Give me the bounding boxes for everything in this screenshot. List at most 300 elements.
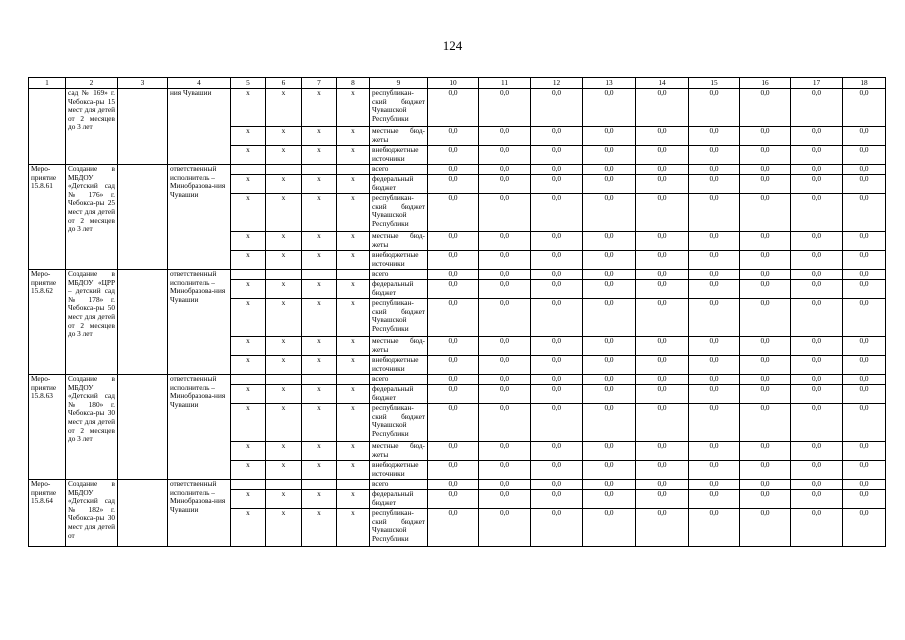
amount-cell: 0,0 bbox=[531, 404, 583, 442]
amount-cell: 0,0 bbox=[479, 356, 531, 375]
amount-cell: 0,0 bbox=[479, 270, 531, 280]
x-mark-cell: x bbox=[266, 509, 302, 547]
amount-cell: 0,0 bbox=[689, 509, 740, 547]
amount-cell: 0,0 bbox=[428, 509, 479, 547]
amount-cell: 0,0 bbox=[583, 375, 636, 385]
table-row bbox=[29, 165, 886, 175]
amount-cell: 0,0 bbox=[843, 490, 886, 509]
x-mark-cell: x bbox=[231, 146, 266, 165]
amount-cell: 0,0 bbox=[583, 299, 636, 337]
amount-cell: 0,0 bbox=[479, 509, 531, 547]
funding-source-cell: республикан-ский бюджет Чувашской Республики bbox=[370, 404, 428, 442]
amount-cell: 0,0 bbox=[479, 480, 531, 490]
header-cell: 17 bbox=[791, 78, 843, 89]
amount-cell: 0,0 bbox=[531, 442, 583, 461]
amount-cell: 0,0 bbox=[843, 232, 886, 251]
empty-cell bbox=[302, 375, 337, 385]
amount-cell: 0,0 bbox=[479, 461, 531, 480]
x-mark-cell: x bbox=[231, 404, 266, 442]
amount-cell: 0,0 bbox=[583, 490, 636, 509]
amount-cell: 0,0 bbox=[791, 270, 843, 280]
amount-cell: 0,0 bbox=[428, 404, 479, 442]
amount-cell: 0,0 bbox=[740, 165, 791, 175]
funding-source-cell: местные бюд-жеты bbox=[370, 337, 428, 356]
measure-code-cell: Меро-приятие 15.8.61 bbox=[29, 165, 66, 270]
amount-cell: 0,0 bbox=[791, 337, 843, 356]
amount-cell: 0,0 bbox=[531, 480, 583, 490]
header-cell: 11 bbox=[479, 78, 531, 89]
header-cell: 18 bbox=[843, 78, 886, 89]
measure-name-cell: Создание в МБДОУ «Детский сад № 180» г. Чебокса-ры 30 мест для детей от 2 месяцев до 3 лет bbox=[66, 375, 118, 480]
amount-cell: 0,0 bbox=[843, 509, 886, 547]
empty-cell bbox=[302, 270, 337, 280]
amount-cell: 0,0 bbox=[843, 280, 886, 299]
amount-cell: 0,0 bbox=[689, 232, 740, 251]
amount-cell: 0,0 bbox=[843, 356, 886, 375]
x-mark-cell: x bbox=[302, 175, 337, 194]
header-cell: 3 bbox=[118, 78, 168, 89]
amount-cell: 0,0 bbox=[428, 375, 479, 385]
x-mark-cell: x bbox=[231, 175, 266, 194]
funding-source-cell: внебюджетные источники bbox=[370, 251, 428, 270]
amount-cell: 0,0 bbox=[531, 89, 583, 127]
amount-cell: 0,0 bbox=[740, 251, 791, 270]
x-mark-cell: x bbox=[266, 232, 302, 251]
amount-cell: 0,0 bbox=[583, 404, 636, 442]
amount-cell: 0,0 bbox=[843, 337, 886, 356]
funding-source-cell: местные бюд-жеты bbox=[370, 442, 428, 461]
x-mark-cell: x bbox=[266, 337, 302, 356]
x-mark-cell: x bbox=[231, 299, 266, 337]
amount-cell: 0,0 bbox=[531, 337, 583, 356]
amount-cell: 0,0 bbox=[531, 461, 583, 480]
header-cell: 6 bbox=[266, 78, 302, 89]
amount-cell: 0,0 bbox=[689, 404, 740, 442]
amount-cell: 0,0 bbox=[583, 356, 636, 375]
amount-cell: 0,0 bbox=[636, 490, 689, 509]
amount-cell: 0,0 bbox=[583, 509, 636, 547]
amount-cell: 0,0 bbox=[583, 442, 636, 461]
header-cell: 2 bbox=[66, 78, 118, 89]
x-mark-cell: x bbox=[266, 385, 302, 404]
x-mark-cell: x bbox=[231, 385, 266, 404]
amount-cell: 0,0 bbox=[583, 337, 636, 356]
amount-cell: 0,0 bbox=[740, 337, 791, 356]
x-mark-cell: x bbox=[266, 490, 302, 509]
amount-cell: 0,0 bbox=[636, 251, 689, 270]
header-cell: 4 bbox=[168, 78, 231, 89]
amount-cell: 0,0 bbox=[740, 280, 791, 299]
amount-cell: 0,0 bbox=[740, 375, 791, 385]
funding-source-cell: всего bbox=[370, 480, 428, 490]
header-row bbox=[29, 78, 886, 89]
amount-cell: 0,0 bbox=[689, 270, 740, 280]
funding-source-cell: республикан-ский бюджет Чувашской Республики bbox=[370, 194, 428, 232]
amount-cell: 0,0 bbox=[636, 509, 689, 547]
x-mark-cell: x bbox=[266, 89, 302, 127]
measure-name-cell: Создание в МБДОУ «Детский сад № 182» г. Чебокса-ры 30 мест для детей от bbox=[66, 480, 118, 547]
amount-cell: 0,0 bbox=[636, 165, 689, 175]
amount-cell: 0,0 bbox=[791, 356, 843, 375]
x-mark-cell: x bbox=[231, 251, 266, 270]
amount-cell: 0,0 bbox=[636, 146, 689, 165]
amount-cell: 0,0 bbox=[689, 375, 740, 385]
x-mark-cell: x bbox=[337, 356, 370, 375]
header-cell: 5 bbox=[231, 78, 266, 89]
empty-cell bbox=[118, 480, 168, 547]
funding-source-cell: федеральный бюджет bbox=[370, 175, 428, 194]
amount-cell: 0,0 bbox=[740, 194, 791, 232]
amount-cell: 0,0 bbox=[531, 232, 583, 251]
header-cell: 8 bbox=[337, 78, 370, 89]
amount-cell: 0,0 bbox=[740, 490, 791, 509]
amount-cell: 0,0 bbox=[583, 127, 636, 146]
x-mark-cell: x bbox=[302, 356, 337, 375]
empty-cell bbox=[231, 375, 266, 385]
amount-cell: 0,0 bbox=[791, 280, 843, 299]
amount-cell: 0,0 bbox=[531, 356, 583, 375]
amount-cell: 0,0 bbox=[428, 127, 479, 146]
amount-cell: 0,0 bbox=[689, 356, 740, 375]
amount-cell: 0,0 bbox=[428, 251, 479, 270]
x-mark-cell: x bbox=[337, 461, 370, 480]
amount-cell: 0,0 bbox=[843, 385, 886, 404]
header-cell: 7 bbox=[302, 78, 337, 89]
amount-cell: 0,0 bbox=[636, 194, 689, 232]
x-mark-cell: x bbox=[231, 461, 266, 480]
amount-cell: 0,0 bbox=[479, 251, 531, 270]
amount-cell: 0,0 bbox=[479, 337, 531, 356]
x-mark-cell: x bbox=[337, 337, 370, 356]
amount-cell: 0,0 bbox=[740, 299, 791, 337]
funding-source-cell: внебюджетные источники bbox=[370, 356, 428, 375]
amount-cell: 0,0 bbox=[428, 146, 479, 165]
x-mark-cell: x bbox=[266, 442, 302, 461]
amount-cell: 0,0 bbox=[689, 299, 740, 337]
x-mark-cell: x bbox=[302, 194, 337, 232]
amount-cell: 0,0 bbox=[531, 175, 583, 194]
empty-cell bbox=[266, 270, 302, 280]
amount-cell: 0,0 bbox=[843, 404, 886, 442]
header-cell: 1 bbox=[29, 78, 66, 89]
amount-cell: 0,0 bbox=[689, 175, 740, 194]
measure-code-cell: Меро-приятие 15.8.64 bbox=[29, 480, 66, 547]
amount-cell: 0,0 bbox=[791, 175, 843, 194]
x-mark-cell: x bbox=[231, 356, 266, 375]
amount-cell: 0,0 bbox=[791, 490, 843, 509]
table-row bbox=[29, 480, 886, 490]
x-mark-cell: x bbox=[337, 299, 370, 337]
funding-source-cell: местные бюд-жеты bbox=[370, 232, 428, 251]
executor-cell: ответственный исполнитель – Минобразова-ния Чувашии bbox=[168, 375, 231, 480]
amount-cell: 0,0 bbox=[636, 280, 689, 299]
amount-cell: 0,0 bbox=[791, 89, 843, 127]
amount-cell: 0,0 bbox=[791, 232, 843, 251]
x-mark-cell: x bbox=[337, 251, 370, 270]
amount-cell: 0,0 bbox=[843, 127, 886, 146]
amount-cell: 0,0 bbox=[428, 165, 479, 175]
amount-cell: 0,0 bbox=[689, 480, 740, 490]
amount-cell: 0,0 bbox=[636, 356, 689, 375]
amount-cell: 0,0 bbox=[479, 442, 531, 461]
amount-cell: 0,0 bbox=[479, 299, 531, 337]
x-mark-cell: x bbox=[337, 442, 370, 461]
amount-cell: 0,0 bbox=[479, 232, 531, 251]
x-mark-cell: x bbox=[266, 175, 302, 194]
x-mark-cell: x bbox=[266, 194, 302, 232]
empty-cell bbox=[118, 270, 168, 375]
empty-cell bbox=[302, 480, 337, 490]
x-mark-cell: x bbox=[231, 280, 266, 299]
x-mark-cell: x bbox=[231, 337, 266, 356]
amount-cell: 0,0 bbox=[791, 194, 843, 232]
amount-cell: 0,0 bbox=[791, 404, 843, 442]
x-mark-cell: x bbox=[302, 337, 337, 356]
x-mark-cell: x bbox=[231, 232, 266, 251]
amount-cell: 0,0 bbox=[636, 375, 689, 385]
x-mark-cell: x bbox=[302, 385, 337, 404]
x-mark-cell: x bbox=[266, 461, 302, 480]
amount-cell: 0,0 bbox=[428, 280, 479, 299]
x-mark-cell: x bbox=[337, 127, 370, 146]
amount-cell: 0,0 bbox=[791, 251, 843, 270]
amount-cell: 0,0 bbox=[843, 299, 886, 337]
amount-cell: 0,0 bbox=[740, 404, 791, 442]
funding-source-cell: всего bbox=[370, 270, 428, 280]
amount-cell: 0,0 bbox=[740, 356, 791, 375]
amount-cell: 0,0 bbox=[428, 480, 479, 490]
amount-cell: 0,0 bbox=[531, 299, 583, 337]
funding-source-cell: республикан-ский бюджет Чувашской Республики bbox=[370, 89, 428, 127]
amount-cell: 0,0 bbox=[791, 461, 843, 480]
amount-cell: 0,0 bbox=[843, 251, 886, 270]
header-cell: 13 bbox=[583, 78, 636, 89]
amount-cell: 0,0 bbox=[843, 165, 886, 175]
amount-cell: 0,0 bbox=[843, 461, 886, 480]
amount-cell: 0,0 bbox=[428, 89, 479, 127]
amount-cell: 0,0 bbox=[636, 337, 689, 356]
empty-cell bbox=[337, 165, 370, 175]
funding-source-cell: республикан-ский бюджет Чувашской Республики bbox=[370, 509, 428, 547]
amount-cell: 0,0 bbox=[428, 337, 479, 356]
amount-cell: 0,0 bbox=[740, 270, 791, 280]
funding-source-cell: всего bbox=[370, 375, 428, 385]
amount-cell: 0,0 bbox=[689, 251, 740, 270]
amount-cell: 0,0 bbox=[583, 89, 636, 127]
measure-code-cell: Меро-приятие 15.8.63 bbox=[29, 375, 66, 480]
funding-table bbox=[28, 77, 886, 547]
measure-name-cell: Создание в МБДОУ «Детский сад № 176» г. Чебокса-ры 25 мест для детей от 2 месяцев до 3 лет bbox=[66, 165, 118, 270]
amount-cell: 0,0 bbox=[479, 385, 531, 404]
amount-cell: 0,0 bbox=[479, 490, 531, 509]
amount-cell: 0,0 bbox=[636, 461, 689, 480]
header-cell: 15 bbox=[689, 78, 740, 89]
empty-cell bbox=[302, 165, 337, 175]
x-mark-cell: x bbox=[266, 146, 302, 165]
amount-cell: 0,0 bbox=[791, 509, 843, 547]
amount-cell: 0,0 bbox=[689, 280, 740, 299]
x-mark-cell: x bbox=[337, 194, 370, 232]
amount-cell: 0,0 bbox=[843, 442, 886, 461]
amount-cell: 0,0 bbox=[791, 385, 843, 404]
page-number: 124 bbox=[442, 38, 463, 53]
amount-cell: 0,0 bbox=[740, 480, 791, 490]
amount-cell: 0,0 bbox=[583, 165, 636, 175]
amount-cell: 0,0 bbox=[479, 375, 531, 385]
amount-cell: 0,0 bbox=[583, 270, 636, 280]
funding-source-cell: внебюджетные источники bbox=[370, 146, 428, 165]
table-row bbox=[29, 375, 886, 385]
amount-cell: 0,0 bbox=[689, 442, 740, 461]
amount-cell: 0,0 bbox=[583, 146, 636, 165]
amount-cell: 0,0 bbox=[689, 337, 740, 356]
amount-cell: 0,0 bbox=[843, 480, 886, 490]
amount-cell: 0,0 bbox=[583, 194, 636, 232]
table-row bbox=[29, 270, 886, 280]
x-mark-cell: x bbox=[302, 232, 337, 251]
empty-cell bbox=[337, 270, 370, 280]
amount-cell: 0,0 bbox=[689, 461, 740, 480]
x-mark-cell: x bbox=[337, 89, 370, 127]
amount-cell: 0,0 bbox=[531, 127, 583, 146]
empty-cell bbox=[337, 375, 370, 385]
amount-cell: 0,0 bbox=[479, 89, 531, 127]
amount-cell: 0,0 bbox=[479, 165, 531, 175]
amount-cell: 0,0 bbox=[428, 461, 479, 480]
amount-cell: 0,0 bbox=[689, 385, 740, 404]
amount-cell: 0,0 bbox=[689, 127, 740, 146]
header-cell: 16 bbox=[740, 78, 791, 89]
funding-source-cell: федеральный бюджет bbox=[370, 280, 428, 299]
amount-cell: 0,0 bbox=[531, 194, 583, 232]
x-mark-cell: x bbox=[231, 442, 266, 461]
x-mark-cell: x bbox=[231, 490, 266, 509]
x-mark-cell: x bbox=[302, 127, 337, 146]
amount-cell: 0,0 bbox=[428, 232, 479, 251]
x-mark-cell: x bbox=[302, 89, 337, 127]
funding-source-cell: местные бюд-жеты bbox=[370, 127, 428, 146]
amount-cell: 0,0 bbox=[531, 270, 583, 280]
amount-cell: 0,0 bbox=[636, 270, 689, 280]
amount-cell: 0,0 bbox=[740, 146, 791, 165]
amount-cell: 0,0 bbox=[428, 385, 479, 404]
amount-cell: 0,0 bbox=[791, 480, 843, 490]
empty-cell bbox=[266, 375, 302, 385]
x-mark-cell: x bbox=[337, 490, 370, 509]
empty-cell bbox=[118, 165, 168, 270]
amount-cell: 0,0 bbox=[740, 385, 791, 404]
amount-cell: 0,0 bbox=[689, 194, 740, 232]
amount-cell: 0,0 bbox=[636, 480, 689, 490]
amount-cell: 0,0 bbox=[843, 270, 886, 280]
amount-cell: 0,0 bbox=[531, 251, 583, 270]
x-mark-cell: x bbox=[337, 280, 370, 299]
amount-cell: 0,0 bbox=[479, 127, 531, 146]
empty-cell bbox=[118, 375, 168, 480]
table-row bbox=[29, 89, 886, 127]
amount-cell: 0,0 bbox=[479, 175, 531, 194]
x-mark-cell: x bbox=[266, 251, 302, 270]
executor-cell: ния Чувашии bbox=[168, 89, 231, 165]
empty-cell bbox=[118, 89, 168, 165]
empty-cell bbox=[231, 270, 266, 280]
amount-cell: 0,0 bbox=[636, 385, 689, 404]
x-mark-cell: x bbox=[231, 89, 266, 127]
x-mark-cell: x bbox=[266, 356, 302, 375]
amount-cell: 0,0 bbox=[689, 490, 740, 509]
x-mark-cell: x bbox=[266, 404, 302, 442]
x-mark-cell: x bbox=[266, 127, 302, 146]
measure-name-cell: Создание в МБДОУ «ЦРР – детский сад № 178» г. Чебокса-ры 50 мест для детей от 2 месяцев до 3 лет bbox=[66, 270, 118, 375]
amount-cell: 0,0 bbox=[636, 175, 689, 194]
funding-source-cell: федеральный бюджет bbox=[370, 385, 428, 404]
amount-cell: 0,0 bbox=[583, 232, 636, 251]
amount-cell: 0,0 bbox=[531, 280, 583, 299]
amount-cell: 0,0 bbox=[428, 299, 479, 337]
header-cell: 12 bbox=[531, 78, 583, 89]
amount-cell: 0,0 bbox=[740, 442, 791, 461]
amount-cell: 0,0 bbox=[428, 175, 479, 194]
amount-cell: 0,0 bbox=[843, 375, 886, 385]
executor-cell: ответственный исполнитель – Минобразова-ния Чувашии bbox=[168, 270, 231, 375]
amount-cell: 0,0 bbox=[479, 280, 531, 299]
amount-cell: 0,0 bbox=[636, 127, 689, 146]
funding-source-cell: всего bbox=[370, 165, 428, 175]
empty-cell bbox=[266, 480, 302, 490]
amount-cell: 0,0 bbox=[428, 194, 479, 232]
amount-cell: 0,0 bbox=[428, 442, 479, 461]
amount-cell: 0,0 bbox=[531, 165, 583, 175]
x-mark-cell: x bbox=[337, 232, 370, 251]
amount-cell: 0,0 bbox=[740, 175, 791, 194]
measure-code-cell bbox=[29, 89, 66, 165]
amount-cell: 0,0 bbox=[636, 232, 689, 251]
x-mark-cell: x bbox=[302, 461, 337, 480]
amount-cell: 0,0 bbox=[583, 175, 636, 194]
amount-cell: 0,0 bbox=[636, 299, 689, 337]
measure-name-cell: сад № 169» г. Чебокса-ры 15 мест для детей от 2 месяцев до 3 лет bbox=[66, 89, 118, 165]
header-cell: 14 bbox=[636, 78, 689, 89]
amount-cell: 0,0 bbox=[740, 461, 791, 480]
amount-cell: 0,0 bbox=[636, 89, 689, 127]
amount-cell: 0,0 bbox=[583, 251, 636, 270]
amount-cell: 0,0 bbox=[531, 146, 583, 165]
amount-cell: 0,0 bbox=[583, 461, 636, 480]
amount-cell: 0,0 bbox=[636, 404, 689, 442]
amount-cell: 0,0 bbox=[689, 89, 740, 127]
amount-cell: 0,0 bbox=[689, 146, 740, 165]
amount-cell: 0,0 bbox=[428, 356, 479, 375]
x-mark-cell: x bbox=[231, 194, 266, 232]
x-mark-cell: x bbox=[302, 146, 337, 165]
amount-cell: 0,0 bbox=[740, 89, 791, 127]
x-mark-cell: x bbox=[337, 404, 370, 442]
x-mark-cell: x bbox=[302, 299, 337, 337]
funding-source-cell: внебюджетные источники bbox=[370, 461, 428, 480]
x-mark-cell: x bbox=[302, 490, 337, 509]
header-cell: 10 bbox=[428, 78, 479, 89]
amount-cell: 0,0 bbox=[791, 165, 843, 175]
amount-cell: 0,0 bbox=[479, 146, 531, 165]
amount-cell: 0,0 bbox=[791, 375, 843, 385]
empty-cell bbox=[231, 480, 266, 490]
amount-cell: 0,0 bbox=[791, 127, 843, 146]
amount-cell: 0,0 bbox=[791, 146, 843, 165]
amount-cell: 0,0 bbox=[583, 385, 636, 404]
amount-cell: 0,0 bbox=[428, 270, 479, 280]
amount-cell: 0,0 bbox=[479, 194, 531, 232]
amount-cell: 0,0 bbox=[843, 175, 886, 194]
